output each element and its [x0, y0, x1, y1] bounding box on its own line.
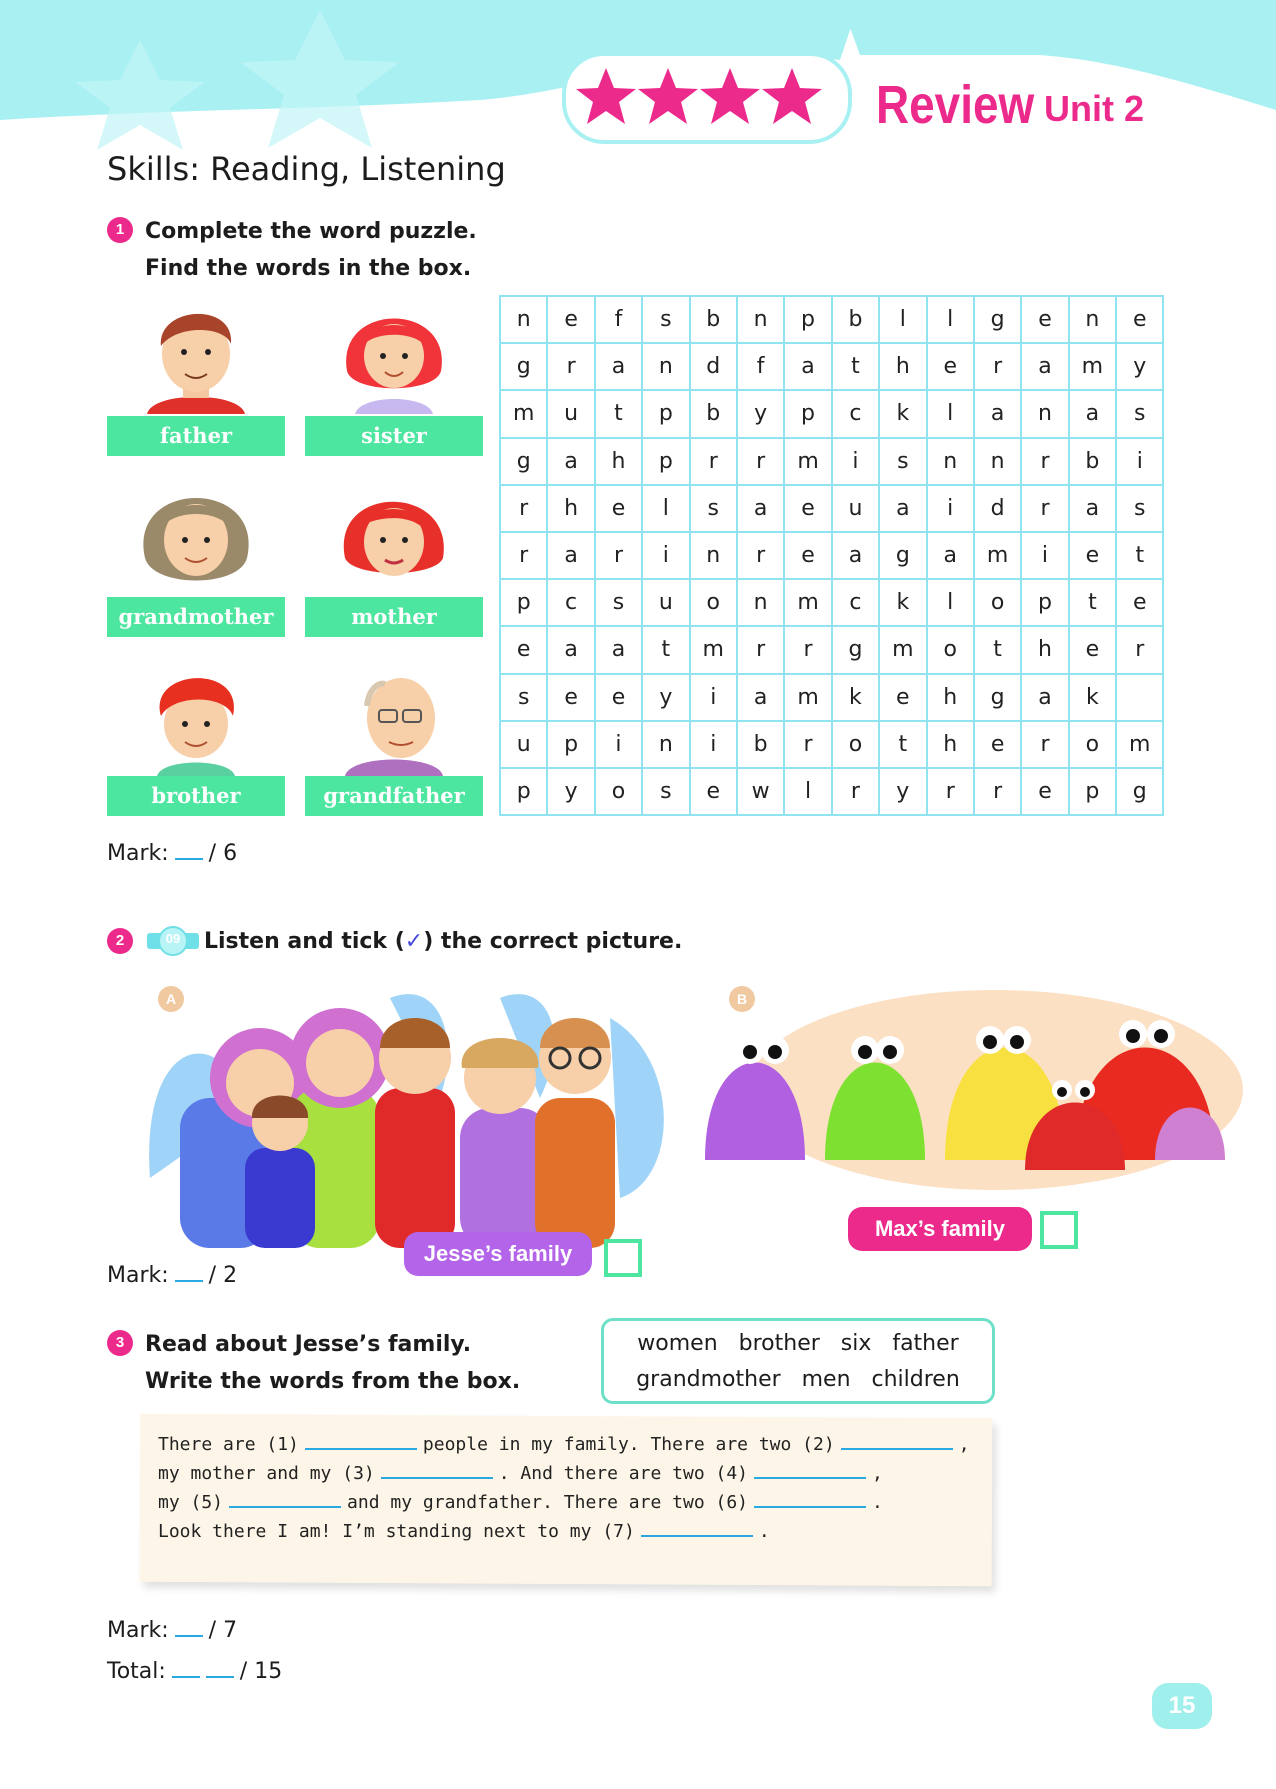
grid-cell[interactable]: t [832, 343, 879, 390]
grid-cell[interactable]: s [595, 579, 642, 626]
grid-cell[interactable]: m [879, 626, 926, 673]
maxs-family-caption: Max’s family [848, 1207, 1032, 1251]
mark-total: / 2 [208, 1263, 238, 1288]
text-segment: , [958, 1434, 970, 1455]
review-title: Review [876, 75, 1035, 135]
answer-blank-6[interactable] [754, 1490, 866, 1508]
grid-cell[interactable]: a [595, 626, 642, 673]
grid-cell[interactable]: p [642, 438, 689, 485]
exercise-3-mark [107, 1617, 237, 1643]
mark-label: Mark: [107, 1618, 169, 1643]
mark-blank[interactable] [175, 1617, 203, 1637]
tickbox-b[interactable] [1040, 1211, 1078, 1249]
tick-icon: ✓ [404, 929, 424, 954]
grid-cell[interactable]: m [784, 579, 831, 626]
text-segment: . [758, 1521, 770, 1542]
grid-cell[interactable]: y [879, 768, 926, 815]
grid-cell[interactable]: n [737, 579, 784, 626]
grid-cell[interactable]: i [832, 438, 879, 485]
audio-track-icon[interactable] [146, 925, 200, 957]
grid-cell[interactable]: m [500, 390, 547, 437]
answer-blank-7[interactable] [641, 1519, 753, 1537]
jesses-family-caption: Jesse’s family [404, 1232, 592, 1276]
grid-cell[interactable]: l [879, 296, 926, 343]
grid-cell[interactable]: e [690, 768, 737, 815]
word-search-grid [499, 295, 1164, 816]
grid-cell[interactable]: g [500, 343, 547, 390]
grid-cell[interactable]: a [547, 626, 594, 673]
grid-cell[interactable]: n [927, 438, 974, 485]
word-label-father: father [107, 416, 285, 456]
grid-cell[interactable]: p [500, 579, 547, 626]
grid-cell[interactable]: m [690, 626, 737, 673]
grid-cell[interactable]: m [784, 674, 831, 721]
grid-cell[interactable]: p [642, 390, 689, 437]
grid-cell[interactable]: t [595, 390, 642, 437]
sister-portrait [305, 296, 483, 414]
answer-blank-5[interactable] [229, 1490, 341, 1508]
grid-cell[interactable]: s [1116, 390, 1163, 437]
grid-cell[interactable]: m [974, 532, 1021, 579]
maxs-family-picture[interactable] [695, 990, 1243, 1212]
grid-cell[interactable]: u [642, 579, 689, 626]
grid-cell[interactable]: r [1116, 626, 1163, 673]
grid-cell[interactable]: e [595, 485, 642, 532]
grid-cell[interactable]: r [1021, 438, 1068, 485]
grid-cell[interactable]: l [784, 768, 831, 815]
grid-cell[interactable]: n [1069, 296, 1116, 343]
text-line-4 [158, 1519, 770, 1542]
grid-cell[interactable]: a [879, 485, 926, 532]
grid-cell[interactable]: a [1021, 674, 1068, 721]
word-label-mother: mother [305, 597, 483, 637]
mark-total: / 7 [208, 1618, 238, 1643]
father-portrait [107, 296, 285, 414]
grid-row [500, 343, 1163, 390]
star-icon [700, 68, 760, 124]
grid-cell[interactable]: e [784, 485, 831, 532]
grid-cell[interactable]: k [1069, 674, 1116, 721]
word-box [601, 1318, 995, 1404]
grid-cell[interactable]: u [832, 485, 879, 532]
grid-cell[interactable]: g [974, 674, 1021, 721]
grid-cell[interactable]: y [547, 768, 594, 815]
grid-cell[interactable]: e [1069, 626, 1116, 673]
text-segment: Look there I am! I’m standing next to my (7) [158, 1521, 635, 1542]
mark-blank[interactable] [175, 1262, 203, 1282]
grid-row [500, 390, 1163, 437]
grid-cell[interactable]: n [1021, 390, 1068, 437]
grid-cell[interactable]: p [547, 721, 594, 768]
word-label-grandfather: grandfather [305, 776, 483, 816]
grid-cell[interactable]: c [547, 579, 594, 626]
grid-cell[interactable]: c [832, 390, 879, 437]
grid-cell[interactable]: l [927, 390, 974, 437]
grid-cell[interactable]: i [642, 532, 689, 579]
jesses-family-picture[interactable] [140, 978, 685, 1250]
grid-cell[interactable]: o [974, 579, 1021, 626]
grid-cell[interactable]: h [547, 485, 594, 532]
page-title: Skills: Reading, Listening [107, 150, 506, 188]
grid-cell[interactable]: d [690, 343, 737, 390]
text-segment: my (5) [158, 1492, 224, 1513]
total-label: Total: [107, 1659, 166, 1684]
grid-cell[interactable]: i [690, 721, 737, 768]
grid-cell[interactable]: b [690, 390, 737, 437]
grid-cell[interactable]: n [690, 532, 737, 579]
grid-cell[interactable]: r [974, 343, 1021, 390]
grid-cell[interactable]: n [642, 343, 689, 390]
grid-cell[interactable]: b [832, 296, 879, 343]
grid-cell[interactable]: s [690, 485, 737, 532]
grid-cell[interactable]: a [595, 343, 642, 390]
exercise-1-badge: 1 [107, 217, 133, 243]
grid-cell[interactable]: h [595, 438, 642, 485]
answer-blank-2[interactable] [841, 1432, 953, 1450]
grid-cell[interactable]: t [1116, 532, 1163, 579]
text-segment: my mother and my (3) [158, 1463, 375, 1484]
grid-row [500, 296, 1163, 343]
grid-cell[interactable]: o [1069, 721, 1116, 768]
text-segment: . [872, 1492, 883, 1513]
option-b-label: B [729, 986, 755, 1012]
grid-row [500, 626, 1163, 673]
grid-cell[interactable]: a [1069, 485, 1116, 532]
grid-cell[interactable]: c [832, 579, 879, 626]
grid-cell[interactable]: l [927, 579, 974, 626]
grid-row [500, 768, 1163, 815]
grid-cell[interactable]: k [832, 674, 879, 721]
grid-cell[interactable]: r [1021, 485, 1068, 532]
text-segment: . And there are two (4) [498, 1463, 748, 1484]
grid-cell[interactable]: t [642, 626, 689, 673]
grid-cell[interactable]: s [642, 768, 689, 815]
grid-cell[interactable]: w [737, 768, 784, 815]
grid-cell[interactable]: f [595, 296, 642, 343]
grid-cell[interactable]: p [500, 768, 547, 815]
grid-cell[interactable]: f [737, 343, 784, 390]
grid-cell[interactable]: e [1116, 579, 1163, 626]
grid-cell[interactable]: g [1116, 768, 1163, 815]
brother-portrait [107, 658, 285, 776]
total-value: / 15 [239, 1659, 283, 1684]
grid-cell[interactable]: n [642, 721, 689, 768]
text-segment: people in my family. There are two (2) [422, 1434, 835, 1455]
grid-cell[interactable]: h [879, 343, 926, 390]
grid-cell[interactable]: a [547, 438, 594, 485]
track-number: 09 [165, 931, 181, 946]
grid-cell[interactable]: d [974, 485, 1021, 532]
grid-cell[interactable]: a [737, 485, 784, 532]
grid-cell[interactable] [1116, 674, 1163, 721]
grid-cell[interactable]: h [927, 721, 974, 768]
grid-cell[interactable]: s [642, 296, 689, 343]
grid-cell[interactable]: k [879, 390, 926, 437]
exercise-2-instruction [204, 929, 682, 954]
word-label-grandmother: grandmother [107, 597, 285, 637]
grid-cell[interactable]: r [737, 532, 784, 579]
grid-cell[interactable]: i [595, 721, 642, 768]
total-mark [107, 1658, 282, 1684]
grid-cell[interactable]: p [1021, 579, 1068, 626]
grid-cell[interactable]: a [927, 532, 974, 579]
star-icon [762, 68, 822, 124]
word-box-line-1: women brother six father [637, 1331, 959, 1356]
grid-cell[interactable]: e [1116, 296, 1163, 343]
grid-row [500, 674, 1163, 721]
grid-cell[interactable]: m [1069, 343, 1116, 390]
grid-cell[interactable]: i [690, 674, 737, 721]
word-label-brother: brother [107, 776, 285, 816]
mark-label: Mark: [107, 1263, 169, 1288]
exercise-3-instruction-2: Write the words from the box. [145, 1369, 521, 1394]
grid-cell[interactable]: h [927, 674, 974, 721]
grid-cell[interactable]: r [595, 532, 642, 579]
text-segment: and my grandfather. There are two (6) [347, 1492, 748, 1513]
grid-cell[interactable]: t [974, 626, 1021, 673]
grid-cell[interactable]: r [832, 768, 879, 815]
total-blank-2[interactable] [206, 1658, 234, 1678]
grid-cell[interactable]: g [879, 532, 926, 579]
exercise-1-instruction-2: Find the words in the box. [145, 256, 472, 281]
mark-blank[interactable] [175, 840, 203, 860]
grid-cell[interactable]: p [1069, 768, 1116, 815]
option-a-label: A [158, 986, 184, 1012]
grid-cell[interactable]: y [737, 390, 784, 437]
grid-cell[interactable]: i [1021, 532, 1068, 579]
grid-cell[interactable]: y [1116, 343, 1163, 390]
grid-cell[interactable]: r [974, 768, 1021, 815]
exercise-3-instruction-1: Read about Jesse’s family. [145, 1332, 472, 1357]
grid-cell[interactable]: p [784, 390, 831, 437]
star-icon [576, 68, 636, 124]
text-line-2 [158, 1461, 883, 1484]
grid-cell[interactable]: r [547, 343, 594, 390]
answer-blank-1[interactable] [305, 1432, 417, 1450]
star-icons [566, 56, 848, 140]
page-number: 15 [1152, 1683, 1212, 1729]
grid-cell[interactable]: r [500, 532, 547, 579]
grid-cell[interactable]: s [879, 438, 926, 485]
grid-cell[interactable]: s [500, 674, 547, 721]
exercise-2-mark [107, 1262, 237, 1288]
grid-cell[interactable]: r [784, 721, 831, 768]
exercise-2-badge: 2 [107, 928, 133, 954]
tickbox-a[interactable] [604, 1239, 642, 1277]
mother-portrait [305, 478, 483, 596]
instruction-text: ) the correct picture. [423, 929, 683, 954]
grandfather-portrait [305, 658, 483, 776]
grid-cell[interactable]: a [1021, 343, 1068, 390]
grid-cell[interactable]: n [500, 296, 547, 343]
mark-total: / 6 [208, 841, 238, 866]
grid-cell[interactable]: a [974, 390, 1021, 437]
grid-cell[interactable]: t [879, 721, 926, 768]
grid-cell[interactable]: e [1021, 768, 1068, 815]
text-segment: , [872, 1463, 883, 1484]
grid-cell[interactable]: a [784, 343, 831, 390]
grid-cell[interactable]: b [737, 721, 784, 768]
grid-cell[interactable]: a [547, 532, 594, 579]
grid-cell[interactable]: b [690, 296, 737, 343]
grid-cell[interactable]: i [927, 485, 974, 532]
grid-cell[interactable]: o [832, 721, 879, 768]
grid-cell[interactable]: l [927, 296, 974, 343]
grid-cell[interactable]: i [1116, 438, 1163, 485]
grid-cell[interactable]: g [974, 296, 1021, 343]
grid-cell[interactable]: e [927, 343, 974, 390]
grid-cell[interactable]: u [500, 721, 547, 768]
unit-label: Unit 2 [1044, 88, 1145, 129]
grid-row [500, 721, 1163, 768]
grid-cell[interactable]: n [974, 438, 1021, 485]
grid-cell[interactable]: u [547, 390, 594, 437]
grid-cell[interactable]: g [500, 438, 547, 485]
word-label-sister: sister [305, 416, 483, 456]
grid-row [500, 438, 1163, 485]
exercise-1-instruction-1: Complete the word puzzle. [145, 219, 477, 244]
grid-cell[interactable]: m [784, 438, 831, 485]
grid-cell[interactable]: a [737, 674, 784, 721]
exercise-3-badge: 3 [107, 1330, 133, 1356]
text-line-1 [158, 1432, 970, 1455]
grid-cell[interactable]: a [832, 532, 879, 579]
total-blank-1[interactable] [172, 1658, 200, 1678]
grid-cell[interactable]: h [1021, 626, 1068, 673]
grid-cell[interactable]: r [500, 485, 547, 532]
grid-cell[interactable]: e [1021, 296, 1068, 343]
grid-cell[interactable]: s [1116, 485, 1163, 532]
mark-label: Mark: [107, 841, 169, 866]
grid-cell[interactable]: e [879, 674, 926, 721]
grid-cell[interactable]: m [1116, 721, 1163, 768]
grid-cell[interactable]: e [547, 296, 594, 343]
grid-cell[interactable]: k [879, 579, 926, 626]
answer-blank-3[interactable] [381, 1461, 493, 1479]
grid-cell[interactable]: r [690, 438, 737, 485]
grid-cell[interactable]: b [1069, 438, 1116, 485]
grid-cell[interactable]: a [1069, 390, 1116, 437]
grandmother-portrait [107, 478, 285, 596]
grid-cell[interactable]: e [1069, 532, 1116, 579]
grid-cell[interactable]: n [737, 296, 784, 343]
grid-cell[interactable]: r [1021, 721, 1068, 768]
grid-cell[interactable]: e [547, 674, 594, 721]
star-icon [638, 68, 698, 124]
text-line-3 [158, 1490, 883, 1513]
exercise-1-mark [107, 840, 237, 866]
answer-blank-4[interactable] [754, 1461, 866, 1479]
grid-cell[interactable]: r [927, 768, 974, 815]
grid-cell[interactable]: t [1069, 579, 1116, 626]
grid-row [500, 579, 1163, 626]
grid-cell[interactable]: e [500, 626, 547, 673]
grid-cell[interactable]: y [642, 674, 689, 721]
text-segment: There are (1) [158, 1434, 299, 1455]
grid-cell[interactable]: o [595, 768, 642, 815]
instruction-text: Listen and tick ( [204, 929, 405, 954]
grid-cell[interactable]: r [737, 438, 784, 485]
grid-cell[interactable]: e [784, 532, 831, 579]
grid-cell[interactable]: e [595, 674, 642, 721]
grid-row [500, 532, 1163, 579]
grid-cell[interactable]: p [784, 296, 831, 343]
grid-cell[interactable]: r [737, 626, 784, 673]
grid-cell[interactable]: l [642, 485, 689, 532]
grid-cell[interactable]: o [927, 626, 974, 673]
grid-cell[interactable]: g [832, 626, 879, 673]
grid-row [500, 485, 1163, 532]
stars-rating [562, 52, 852, 144]
grid-cell[interactable]: r [784, 626, 831, 673]
word-box-line-2: grandmother men children [636, 1367, 960, 1392]
grid-cell[interactable]: o [690, 579, 737, 626]
grid-cell[interactable]: e [974, 721, 1021, 768]
